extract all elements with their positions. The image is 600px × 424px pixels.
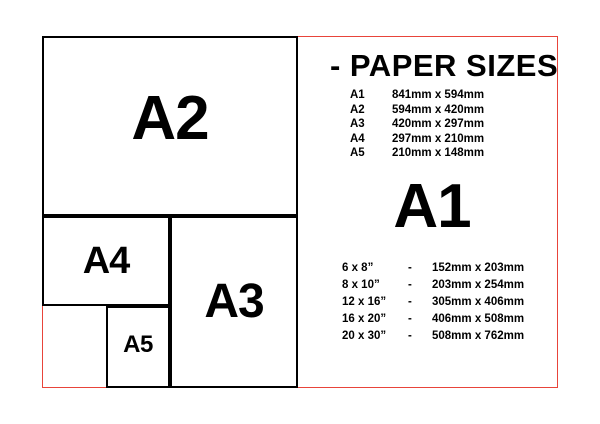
poster-title: - PAPER SIZES: [330, 48, 559, 83]
metric-size-table: [350, 88, 484, 161]
paper-sheet-a2: [42, 36, 298, 216]
imperial-size-row: [342, 328, 524, 345]
metric-size-dims: 210mm x 148mm: [392, 147, 485, 159]
imperial-size-inches: 12 x 16”: [342, 296, 387, 308]
metric-size-dims: 420mm x 297mm: [392, 118, 485, 130]
imperial-size-mm: 203mm x 254mm: [432, 279, 525, 291]
metric-size-row: [350, 88, 484, 103]
metric-size-name: A1: [350, 89, 365, 101]
metric-size-row: [350, 132, 484, 147]
metric-size-row: [350, 146, 484, 161]
imperial-size-dash: -: [408, 313, 412, 325]
imperial-size-table: [342, 260, 524, 345]
paper-sheet-a4-label: A4: [82, 240, 130, 282]
metric-size-dims: 297mm x 210mm: [392, 132, 485, 145]
info-column: [306, 36, 558, 388]
paper-sheet-a2-label: A2: [131, 84, 209, 153]
paper-sheet-a3: [170, 216, 298, 388]
paper-sheet-a5-label: A5: [123, 331, 153, 358]
metric-size-name: A2: [350, 103, 365, 116]
imperial-size-row: [342, 260, 524, 277]
paper-sheet-a4: [42, 216, 170, 306]
imperial-size-row: [342, 311, 524, 328]
imperial-size-inches: 16 x 20”: [342, 313, 387, 325]
metric-size-name: A4: [350, 132, 365, 145]
imperial-size-mm: 406mm x 508mm: [432, 313, 525, 325]
imperial-size-inches: 6 x 8”: [342, 262, 374, 274]
imperial-size-inches: 8 x 10”: [342, 279, 380, 291]
imperial-size-dash: -: [408, 279, 412, 291]
paper-sheet-a3-label: A3: [204, 275, 264, 328]
metric-size-dims: 841mm x 594mm: [392, 89, 485, 101]
imperial-size-dash: -: [408, 262, 412, 274]
imperial-size-dash: -: [408, 330, 412, 342]
imperial-size-dash: -: [408, 296, 412, 308]
metric-size-row: [350, 117, 484, 132]
imperial-size-mm: 508mm x 762mm: [432, 330, 525, 342]
imperial-size-mm: 152mm x 203mm: [432, 262, 525, 274]
imperial-size-inches: 20 x 30”: [342, 330, 387, 342]
metric-size-name: A3: [350, 118, 365, 130]
metric-size-row: [350, 103, 484, 118]
metric-size-dims: 594mm x 420mm: [392, 103, 485, 116]
imperial-size-row: [342, 277, 524, 294]
metric-size-name: A5: [350, 147, 365, 159]
imperial-size-mm: 305mm x 406mm: [432, 296, 525, 308]
paper-sheet-a5: [106, 306, 170, 388]
imperial-size-row: [342, 294, 524, 311]
featured-size-label: A1: [393, 172, 471, 241]
